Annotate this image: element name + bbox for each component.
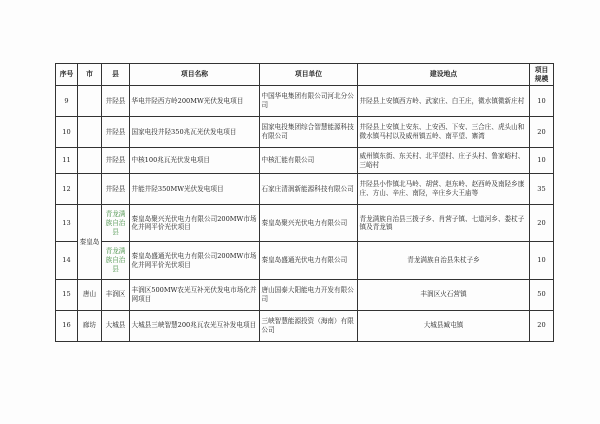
cell-project-name: 国家电投井陉350兆瓦光伏发电项目 [130,117,260,148]
cell-location: 青龙满族自治县朱杖子乡 [358,242,530,279]
cell-project-unit: 三峡智慧能源投资（海南）有限公司 [260,310,358,341]
table-row [56,86,554,117]
cell-scale: 35 [530,174,554,205]
cell-project-unit: 国家电投集团综合智慧能源科技有限公司 [260,117,358,148]
cell-no: 9 [56,86,78,117]
cell-project-unit: 秦皇岛聚兴光伏电力有限公司 [260,205,358,242]
cell-county: 青龙满族自治县 [102,242,130,279]
project-table [55,63,554,342]
cell-city: 廊坊 [78,310,102,341]
cell-scale: 20 [530,310,554,341]
cell-scale: 10 [530,242,554,279]
cell-city-qinhuangdao: 秦皇岛 [78,205,102,279]
cell-project-name: 井能井陉350MW光伏发电项目 [130,174,260,205]
table-row [56,117,554,148]
cell-location: 丰润区火石营镇 [358,279,530,310]
cell-project-name: 中核100兆瓦光伏发电项目 [130,148,260,174]
table-row [56,205,554,242]
cell-location: 井陉县上安镇上安东、上安西、下安、三合庄、虎头山和微水镇马村以及威州镇五岭、南平望、寨湾 [358,117,530,148]
cell-county: 井陉县 [102,86,130,117]
cell-scale: 20 [530,117,554,148]
header-location: 建设地点 [358,64,530,86]
table-row [56,242,554,279]
cell-project-name: 大城县三峡智慧200兆瓦农光互补发电项目 [130,310,260,341]
cell-county: 丰润区 [102,279,130,310]
cell-no: 12 [56,174,78,205]
cell-location: 青龙满族自治县三拨子乡、肖营子镇、七道河乡、娄杖子镇及青龙镇 [358,205,530,242]
cell-location: 井陉县上安镇西方岭、武家庄、白王庄，微水镇微新庄村 [358,86,530,117]
cell-project-name: 丰润区500MW农光互补光伏发电市场化并网项目 [130,279,260,310]
cell-county: 大城县 [102,310,130,341]
cell-city [78,174,102,205]
cell-project-unit: 唐山国泰大阳能电力开发有限公司 [260,279,358,310]
cell-project-unit: 中国华电集团有限公司河北分公司 [260,86,358,117]
cell-scale: 10 [530,86,554,117]
header-project-unit: 项目单位 [260,64,358,86]
cell-scale: 50 [530,279,554,310]
table-row [56,148,554,174]
cell-no: 13 [56,205,78,242]
cell-city [78,86,102,117]
cell-project-name: 秦皇岛盛通光伏电力有限公司200MW市场化并网平价光伏项目 [130,242,260,279]
cell-county: 井陉县 [102,117,130,148]
table-row [56,279,554,310]
header-county: 县 [102,64,130,86]
cell-city: 唐山 [78,279,102,310]
table-header-row [56,64,554,86]
header-project-name: 项目名称 [130,64,260,86]
cell-county: 青龙满族自治县 [102,205,130,242]
cell-location: 大城县臧屯镇 [358,310,530,341]
cell-location: 威州镇东街、东关村、北平望村、庄子头村、鲁家峪村、三峪村 [358,148,530,174]
cell-project-unit: 秦皇岛盛通光伏电力有限公司 [260,242,358,279]
cell-no: 11 [56,148,78,174]
cell-county: 井陉县 [102,148,130,174]
table-row [56,310,554,341]
cell-no: 16 [56,310,78,341]
cell-no: 10 [56,117,78,148]
header-city: 市 [78,64,102,86]
cell-location: 井陉县小作镇北马岭、胡营、赵东岭、赵西岭及南陉乡康庄、方山、辛庄、南陉，辛庄乡大王庙等 [358,174,530,205]
cell-city [78,148,102,174]
cell-project-unit: 石家庄清润新能源科技有限公司 [260,174,358,205]
cell-scale: 20 [530,205,554,242]
cell-no: 15 [56,279,78,310]
cell-project-name: 华电井陉西方岭200MW光伏发电项目 [130,86,260,117]
header-scale: 项目规模 [530,64,554,86]
cell-county: 井陉县 [102,174,130,205]
header-no: 序号 [56,64,78,86]
cell-scale: 10 [530,148,554,174]
cell-city [78,117,102,148]
table-row [56,174,554,205]
cell-project-name: 秦皇岛聚兴光伏电力有限公司200MW市场化并网平价光伏项目 [130,205,260,242]
cell-project-unit: 中核汇能有限公司 [260,148,358,174]
cell-no: 14 [56,242,78,279]
